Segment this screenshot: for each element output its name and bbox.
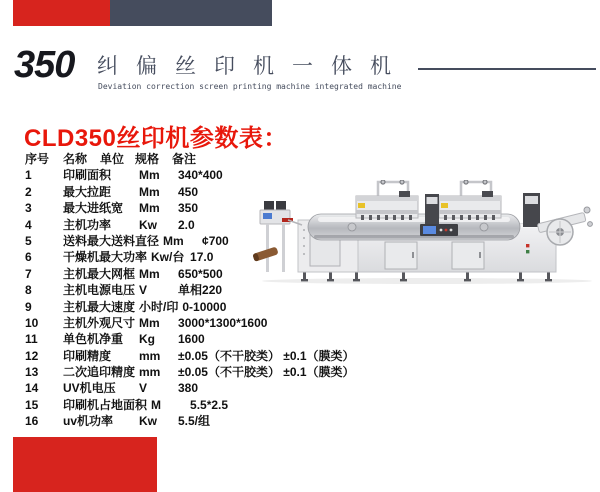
table-row	[25, 217, 590, 233]
col-note: 备注	[172, 152, 197, 166]
row-name: uv机功率	[63, 414, 114, 429]
row-value: 单相220	[178, 283, 223, 298]
logo-350: 350	[14, 44, 75, 86]
spec-header-row	[25, 151, 590, 167]
table-row	[25, 266, 590, 282]
row-name: 最大拉距	[63, 184, 112, 199]
row-name: 印刷面积	[63, 168, 112, 183]
table-row	[25, 380, 590, 396]
row-value: 0-10000	[182, 299, 227, 314]
row-serial: 5	[25, 233, 32, 248]
table-row	[25, 299, 590, 315]
col-spec: 规格	[135, 152, 160, 166]
row-serial: 16	[25, 414, 39, 429]
row-unit: V	[139, 283, 148, 298]
row-name: 二次追印精度	[63, 365, 136, 380]
table-row	[25, 233, 590, 249]
row-serial: 3	[25, 201, 32, 216]
row-serial: 11	[25, 332, 38, 347]
row-name: 印刷机占地面积	[63, 397, 148, 412]
row-value: 450	[178, 184, 199, 199]
row-unit: 小时/印	[139, 299, 179, 314]
row-unit: Mm	[139, 168, 160, 183]
row-name: 印刷精度	[63, 348, 112, 363]
row-name: 送料最大送料直径	[63, 233, 160, 248]
row-unit: Mm	[163, 233, 184, 248]
row-name: 主机最大速度	[63, 299, 136, 314]
top-slate-block	[110, 0, 272, 26]
table-row	[25, 167, 590, 183]
row-name: 主机功率	[63, 217, 112, 232]
row-value: 5.5*2.5	[190, 397, 229, 412]
col-name: 名称	[63, 152, 88, 166]
row-serial: 4	[25, 217, 32, 232]
table-row	[25, 315, 590, 331]
table-row	[25, 249, 590, 265]
row-serial: 15	[25, 397, 39, 412]
row-value: ±0.05（不干胶类） ±0.1（膜类）	[178, 348, 355, 363]
row-unit: mm	[139, 365, 161, 380]
row-value: ¢700	[202, 233, 229, 248]
row-serial: 8	[25, 283, 32, 298]
row-serial: 13	[25, 365, 39, 380]
top-red-block	[13, 0, 110, 26]
row-unit: Mm	[139, 201, 160, 216]
table-row	[25, 184, 590, 200]
row-serial: 10	[25, 315, 39, 330]
row-serial: 7	[25, 266, 32, 281]
row-serial: 1	[25, 168, 32, 183]
table-row	[25, 331, 590, 347]
row-unit: Kw	[139, 217, 157, 232]
row-serial: 2	[25, 184, 32, 199]
row-name: 主机最大网框	[63, 266, 136, 281]
table-row	[25, 348, 590, 364]
row-serial: 14	[25, 381, 39, 396]
row-name: 最大进纸宽	[63, 201, 124, 216]
spec-table	[25, 151, 590, 430]
row-name: UV机电压	[63, 381, 116, 396]
col-unit: 单位	[100, 152, 125, 166]
row-unit: Mm	[139, 184, 160, 199]
row-unit: V	[139, 381, 148, 396]
row-value: 350	[178, 201, 199, 216]
row-unit: Mm	[139, 266, 160, 281]
table-row	[25, 397, 590, 413]
row-serial: 9	[25, 299, 32, 314]
row-name: 主机电源电压	[63, 283, 136, 298]
row-serial: 12	[25, 348, 39, 363]
row-value: 380	[178, 381, 199, 396]
row-value: 17.0	[190, 250, 214, 265]
row-value: 3000*1300*1600	[178, 315, 268, 330]
table-row	[25, 200, 590, 216]
row-name: 主机外观尺寸	[63, 315, 136, 330]
header-subtitle-en: Deviation correction screen printing machine integrated machine	[98, 82, 402, 91]
row-value: ±0.05（不干胶类） ±0.1（膜类）	[178, 365, 355, 380]
spec-rows	[25, 167, 590, 429]
row-value: 650*500	[178, 266, 223, 281]
row-unit: Kw/台	[151, 250, 185, 265]
header-rule	[418, 68, 596, 70]
row-unit: Kg	[139, 332, 155, 347]
row-value: 340*400	[178, 168, 223, 183]
bottom-red-block	[13, 437, 157, 492]
row-unit: M	[151, 397, 162, 412]
table-row	[25, 413, 590, 429]
header-title-cn: 纠偏丝印机一体机	[97, 55, 409, 78]
table-row	[25, 282, 590, 298]
row-unit: Mm	[139, 315, 160, 330]
row-unit: mm	[139, 348, 161, 363]
row-value: 5.5/组	[178, 414, 211, 429]
col-serial: 序号	[25, 152, 50, 166]
table-row	[25, 364, 590, 380]
page-title: CLD350丝印机参数表：	[24, 125, 288, 152]
row-name: 单色机净重	[63, 332, 124, 347]
row-value: 2.0	[178, 217, 195, 232]
row-serial: 6	[25, 250, 32, 265]
row-name: 干燥机最大功率	[63, 250, 148, 265]
row-value: 1600	[178, 332, 205, 347]
row-unit: Kw	[139, 414, 157, 429]
